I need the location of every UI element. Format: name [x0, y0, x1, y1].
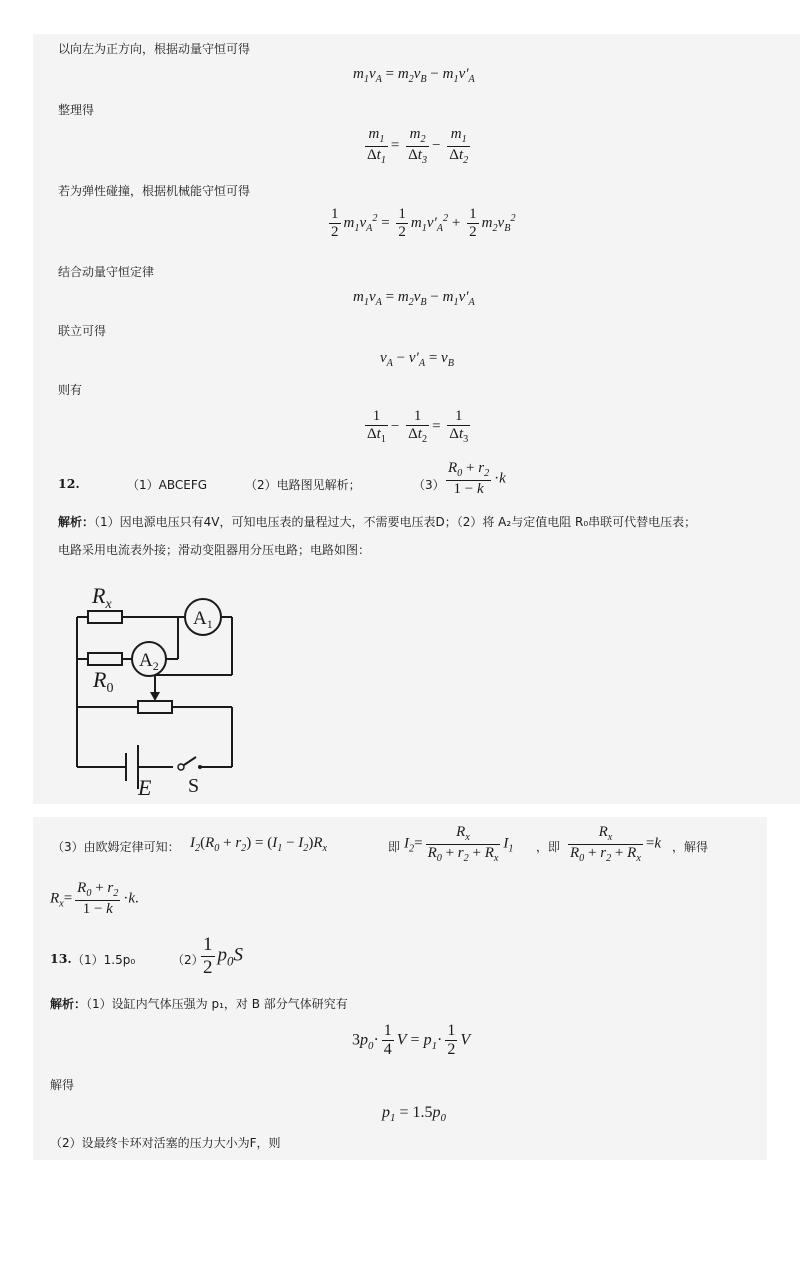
text-line: 联立可得	[58, 324, 107, 338]
answer-part-3: （3）	[413, 478, 445, 492]
equation-velocity: $v_A - v'_A = v_B$	[380, 350, 454, 369]
text-line: 即	[388, 840, 401, 854]
text-line: 整理得	[58, 103, 95, 117]
text-line: 解得	[50, 1078, 75, 1092]
text-line: 以向左为正方向，根据动量守恒可得	[58, 42, 251, 56]
equation-momentum: $m_1v_A = m_2v_B - m_1v'_A$	[353, 289, 475, 308]
svg-text:A1: $A_1$	[193, 608, 213, 631]
svg-text:R0: $R_0$	[93, 667, 114, 696]
question-number: 13.	[50, 951, 72, 966]
resistor-r0	[88, 653, 122, 665]
svg-text:A2: $A_2$	[139, 650, 159, 673]
equation-energy: $\frac{1}{2}$ $m_1v_A^2$ = $\frac{1}{2}$ $m_1v'_A^2$ + $\frac{1}{2}$ $m_2v_B^2$	[331, 206, 516, 241]
svg-text:S: S	[188, 775, 200, 797]
equation-rx: $R_x=$ $\frac{R_0 + r_2}{1 - k}$ ·k.	[50, 880, 139, 917]
text-line: 若为弹性碰撞，根据机械能守恒可得	[58, 184, 251, 198]
equation-reciprocal: $\frac{1}{\Delta t_1}$ − $\frac{1}{\Delta t_2}$ = $\frac{1}{\Delta t_3}$	[367, 408, 469, 446]
text-line: ，解得	[672, 840, 709, 854]
text-line: 则有	[58, 383, 83, 397]
equation-ohm: $I_2(R_0 + r_2) = (I_1 - I_2)R_x$	[190, 835, 328, 854]
answer-part-1: （1）ABCEFG	[127, 478, 208, 492]
analysis-line: 解析：（1）设缸内气体压强为 p₁，对 B 部分气体研究有	[50, 997, 348, 1011]
equation-i2: $I_2=$ $\frac{R_x}{R_0 + r_2 + R_x}$ $I_1$	[404, 824, 514, 864]
answer-formula: $\frac{R_0 + r_2}{1 - k}$ ·k	[448, 460, 506, 497]
text-line: （2）设最终卡环对活塞的压力大小为F，则	[50, 1136, 281, 1150]
switch-s	[178, 764, 184, 770]
question-number: 12.	[58, 476, 80, 491]
circuit-diagram	[60, 575, 260, 800]
resistor-rx	[88, 611, 122, 623]
answer-part-2: （2）电路图见解析；	[245, 478, 361, 492]
equation-p1: $p_1 = 1.5p_0$	[382, 1104, 446, 1125]
answer-formula: $\frac{1}{2}$ $p_0S$	[203, 934, 243, 978]
equation-time-ratio: $\frac{m_1}{\Delta t_1}$ = $\frac{m_2}{\Delta t_3}$ − $\frac{m_1}{\Delta t_2}$	[367, 126, 469, 166]
analysis-line: 电路采用电流表外接；滑动变阻器用分压电路；电路如图：	[58, 543, 371, 557]
equation-boyle: $3p_0\cdot$ $\frac{1}{4}$ $V = p_1\cdot$ $\frac{1}{2}$ V	[352, 1022, 471, 1059]
answer-part-1: （1）1.5p₀	[72, 953, 136, 967]
rheostat	[138, 701, 172, 713]
equation-momentum: $m_1v_A = m_2v_B - m_1v'_A$	[353, 66, 475, 85]
text-line: ，即	[536, 840, 561, 854]
text-line: 结合动量守恒定律	[58, 265, 155, 279]
text-line: （3）由欧姆定律可知：	[52, 840, 180, 854]
equation-k: $\frac{R_x}{R_0 + r_2 + R_x}$ =k	[570, 824, 661, 864]
answer-part-2: （2）	[172, 953, 204, 967]
svg-text:Rx: $R_x$	[92, 583, 112, 612]
analysis-line: 解析：（1）因电源电压只有4V，可知电压表的量程过大，不需要电压表D；（2）将 A₂与定值电阻 R₀串联可代替电压表；	[58, 515, 697, 529]
svg-text:E: E	[138, 775, 152, 800]
